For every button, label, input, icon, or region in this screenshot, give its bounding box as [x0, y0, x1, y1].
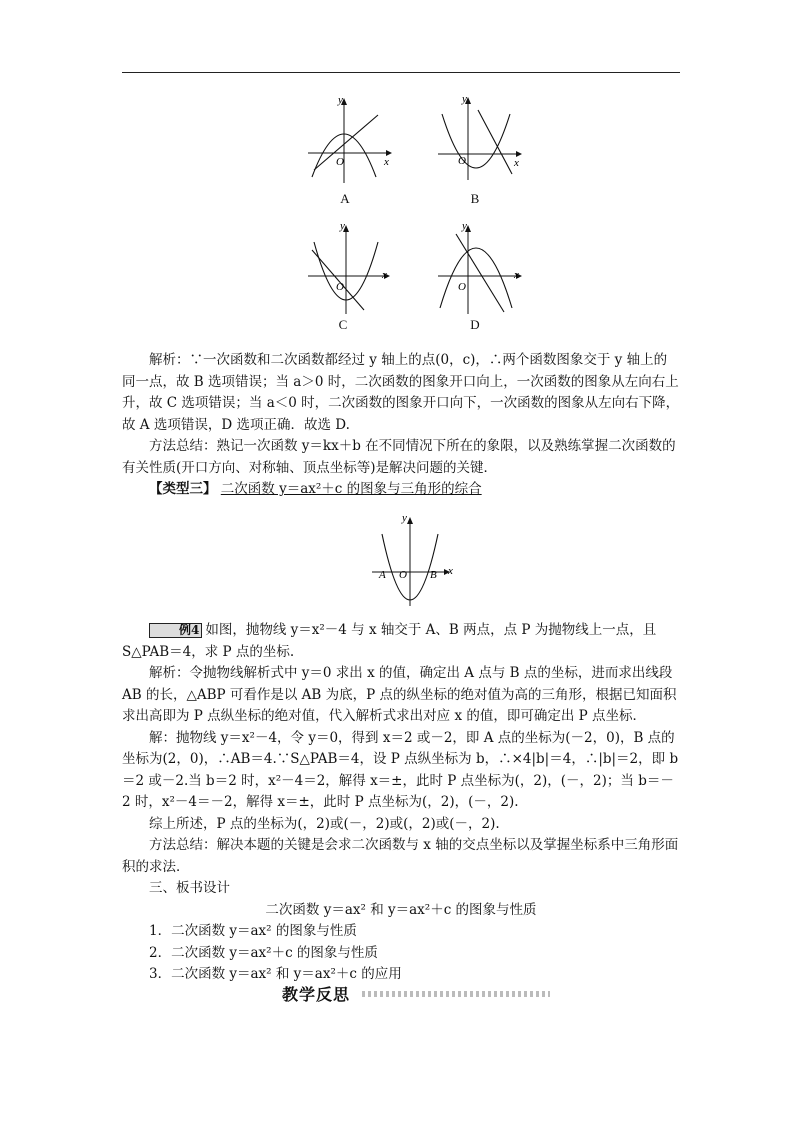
- board-item-3: 3．二次函数 y＝ax² 和 y＝ax²＋c 的应用: [149, 966, 402, 982]
- reflection-dots: [362, 991, 550, 997]
- type3-heading: [122, 479, 680, 501]
- reflection-banner: [282, 982, 550, 1004]
- graph-c-svg: [300, 218, 395, 318]
- graph-b-y-label: y: [462, 93, 467, 105]
- graph-a-y-label: y: [338, 95, 343, 106]
- example4-figure-svg: [370, 510, 460, 610]
- graph-a-x-label: x: [384, 156, 389, 168]
- example4-point-a: A: [379, 569, 386, 581]
- example4-figure: [370, 510, 460, 610]
- method-summary-2: 方法总结：解决本题的关键是会求二次函数与 x 轴的交点坐标以及掌握坐标系中三角形面积的求法．: [122, 837, 679, 875]
- graph-d-caption: D: [470, 317, 480, 332]
- graph-c-y-label: y: [340, 220, 345, 232]
- board-item-2: 2．二次函数 y＝ax²＋c 的图象与性质: [149, 944, 378, 961]
- header-rule: [122, 72, 680, 73]
- text-block-2: [122, 620, 680, 986]
- graph-c-origin: O: [336, 281, 344, 293]
- board-center-title: 二次函数 y＝ax² 和 y＝ax²＋c 的图象与性质: [265, 901, 537, 918]
- graph-b-x-label: x: [514, 157, 519, 169]
- type3-title: 二次函数 y＝ax²＋c 的图象与三角形的综合: [220, 481, 482, 497]
- graph-b-svg: [432, 92, 527, 182]
- text-block-1: [122, 350, 680, 501]
- graph-b-caption: B: [470, 191, 480, 206]
- analysis-2: 解析：令抛物线解析式中 y＝0 求出 x 的值，确定出 A 点与 B 点的坐标，进而求出线段 AB 的长，△ABP 可看作是以 AB 为底，P 点的纵坐标的绝对值为高的三角形，根据已知面积求出高即为 P 点纵坐标的绝对值，代入解析式求出对应 x 的值，即可确定出 P 点坐标．: [122, 665, 677, 724]
- example4-text: 如图，抛物线 y＝x²－4 与 x 轴交于 A、B 两点，点 P 为抛物线上一点，且 S△PAB＝4，求 P 点的坐标.: [122, 622, 657, 660]
- graph-d-x-label: x: [514, 269, 519, 281]
- example4-badge: 例4: [149, 623, 202, 638]
- board-item-1: 1．二次函数 y＝ax² 的图象与性质: [149, 923, 357, 939]
- graph-c: [300, 218, 395, 318]
- solution: 解：抛物线 y＝x²－4，令 y＝0，得到 x＝2 或－2，即 A 点的坐标为(－2，0)，B 点的坐标为(2，0)，∴AB＝4.∵S△PAB＝4，设 P 点纵坐标为 b，∴×4|b|＝4，∴|b|＝2，即 b＝2 或－2.当 b＝2 时，x²－4＝2，解得 x＝±，此时 P 点坐标为(，2)，(－，2)；当 b＝－2 时，x²－4＝－2，解得 x＝±，此时 P 点坐标为(，2)，(－，2).: [122, 729, 679, 810]
- summary: 综上所述，P 点的坐标为(，2)或(－，2)或(，2)或(－，2).: [149, 815, 500, 832]
- graph-c-x-label: x: [382, 269, 387, 281]
- analysis-1: 解析：∵一次函数和二次函数都经过 y 轴上的点(0，c)，∴两个函数图象交于 y 轴上的同一点，故 B 选项错误；当 a＞0 时，二次函数的图象开口向上，一次函数的图象从左向右上升，故 C 选项错误；当 a＜0 时，二次函数的图象开口向下，一次函数的图象从左向右下降，故 A 选项错误，D 选项正确．故选 D.: [122, 352, 680, 433]
- graph-b: [432, 92, 527, 182]
- example4-statement: [122, 620, 680, 663]
- reflection-title: 教学反思: [282, 985, 351, 1004]
- board-heading: 三、板书设计: [149, 880, 230, 896]
- graph-d: [432, 218, 527, 318]
- graph-a: [300, 95, 395, 185]
- graph-d-y-label: y: [462, 220, 467, 232]
- graph-a-svg: [300, 95, 395, 185]
- graph-b-origin: O: [458, 155, 466, 167]
- type3-bracket: 【类型三】: [149, 481, 217, 497]
- graph-d-svg: [432, 218, 527, 318]
- example4-y-label: y: [402, 512, 407, 524]
- graph-a-caption: A: [340, 191, 350, 206]
- method-summary-1: 方法总结：熟记一次函数 y＝kx＋b 在不同情况下所在的象限，以及熟练掌握二次函数的有关性质(开口方向、对称轴、顶点坐标等)是解决问题的关键．: [122, 438, 676, 476]
- graph-c-caption: C: [338, 317, 348, 332]
- graph-d-origin: O: [458, 281, 466, 293]
- example4-origin: O: [399, 569, 407, 581]
- example4-x-label: x: [448, 565, 453, 577]
- graph-a-origin: O: [336, 156, 344, 168]
- example4-point-b: B: [430, 569, 437, 581]
